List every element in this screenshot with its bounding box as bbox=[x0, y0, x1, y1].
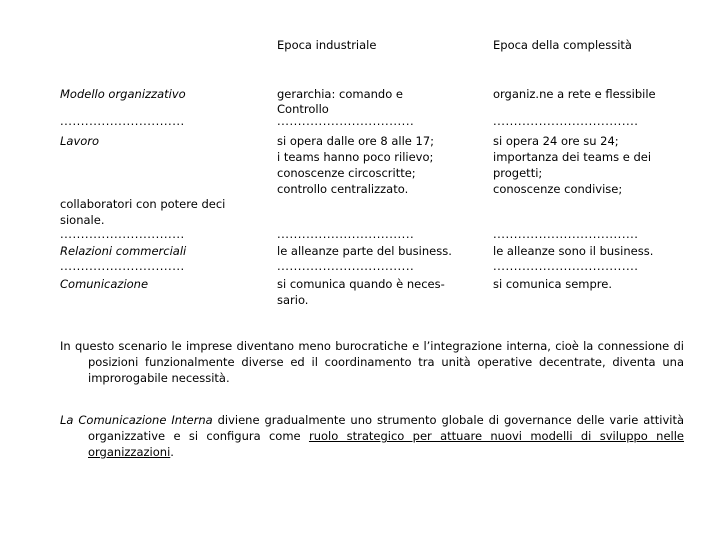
lavoro-industriale-1: si opera dalle ore 8 alle 17; bbox=[277, 134, 435, 148]
label-comunicazione: Comunicazione bbox=[60, 277, 149, 291]
separator: ................................... bbox=[493, 227, 639, 241]
header-epoca-complessita: Epoca della complessità bbox=[493, 38, 632, 52]
paragraph-comunicazione-interna bbox=[60, 412, 684, 460]
lavoro-complessita-2: importanza dei teams e dei bbox=[493, 150, 652, 164]
collaboratori-line2: sionale. bbox=[60, 213, 105, 227]
separator: ................................... bbox=[493, 114, 639, 128]
relazioni-industriale: le alleanze parte del business. bbox=[277, 244, 452, 258]
modello-industriale-line1: gerarchia: comando e bbox=[277, 87, 403, 101]
label-relazioni-commerciali: Relazioni commerciali bbox=[60, 244, 187, 258]
comunicazione-complessita: si comunica sempre. bbox=[493, 277, 612, 291]
comunicazione-industriale-line2: sario. bbox=[277, 293, 309, 307]
separator: .............................. bbox=[60, 227, 185, 241]
label-lavoro: Lavoro bbox=[60, 134, 100, 148]
paragraph-text: diviene gradualmente uno strumento globale di governance delle varie attività organizzative e si configura come bbox=[88, 413, 685, 443]
paragraph-underlined: ruolo strategico per attuare nuovi modelli di sviluppo nelle organizzazioni bbox=[88, 429, 685, 459]
modello-industriale-line2: Controllo bbox=[277, 102, 329, 116]
comunicazione-industriale-line1: si comunica quando è neces- bbox=[277, 277, 445, 291]
relazioni-complessita: le alleanze sono il business. bbox=[493, 244, 654, 258]
modello-complessita: organiz.ne a rete e flessibile bbox=[493, 87, 656, 101]
paragraph-scenario: In questo scenario le imprese diventano meno burocratiche e l’integrazione interna, cioè la connessione di posizioni funzionalmente diverse ed il coordinamento tra unità operative decentrate, diventa una improrogabile necessità. bbox=[60, 339, 684, 385]
lavoro-complessita-4: conoscenze condivise; bbox=[493, 182, 623, 196]
separator: .............................. bbox=[60, 259, 185, 273]
paragraph-end: . bbox=[170, 445, 174, 459]
lavoro-industriale-2: i teams hanno poco rilievo; bbox=[277, 150, 434, 164]
separator: ................................... bbox=[493, 259, 639, 273]
separator: ................................. bbox=[277, 259, 415, 273]
collaboratori-line1: collaboratori con potere deci bbox=[60, 197, 226, 211]
header-epoca-industriale: Epoca industriale bbox=[277, 38, 377, 52]
lavoro-complessita-1: si opera 24 ore su 24; bbox=[493, 134, 619, 148]
lavoro-industriale-3: conoscenze circoscritte; bbox=[277, 166, 416, 180]
separator: ................................. bbox=[277, 227, 415, 241]
paragraph-lead: La Comunicazione Interna bbox=[60, 413, 213, 427]
lavoro-complessita-3: progetti; bbox=[493, 166, 543, 180]
lavoro-industriale-4: controllo centralizzato. bbox=[277, 182, 409, 196]
label-modello-organizzativo: Modello organizzativo bbox=[60, 87, 186, 101]
separator: ................................. bbox=[277, 114, 415, 128]
separator: .............................. bbox=[60, 114, 185, 128]
